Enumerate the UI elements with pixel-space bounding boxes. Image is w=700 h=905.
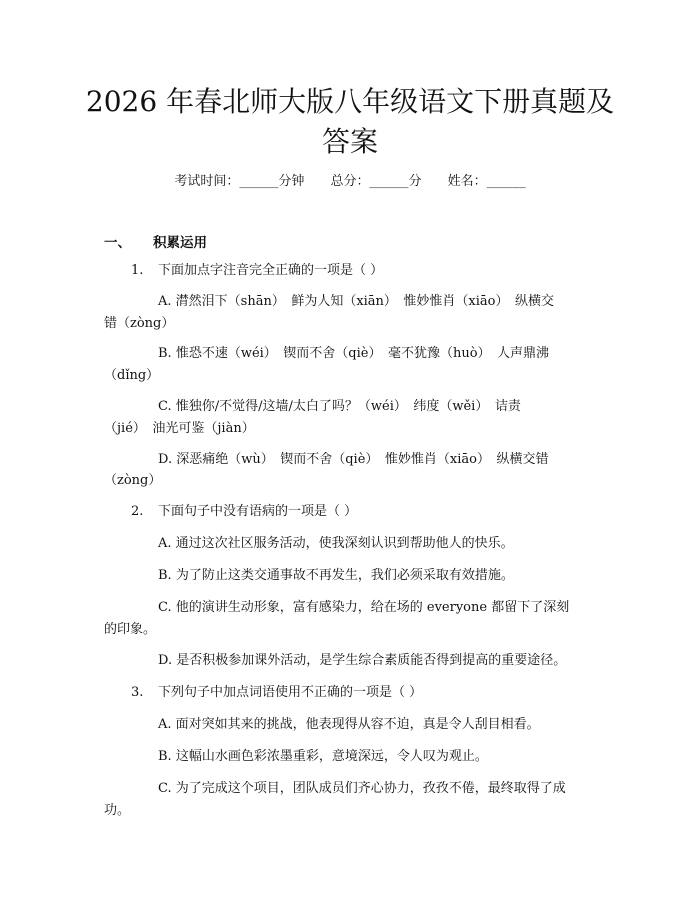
question-2-option-b: B. 为了防止这类交通事故不再发生，我们必须采取有效措施。 bbox=[158, 568, 514, 583]
question-2-option-c: C. 他的演讲生动形象，富有感染力，给在场的 everyone 都留下了深刻 bbox=[158, 600, 570, 615]
question-3-option-c-continued: 功。 bbox=[104, 803, 131, 818]
question-2-option-d: D. 是否积极参加课外活动，是学生综合素质能否得到提高的重要途径。 bbox=[158, 653, 567, 668]
question-1-option-b-continued: （dǐng） bbox=[104, 368, 160, 383]
question-1-option-b: B. 惟恐不速（wéi） 锲而不舍（qiè） 毫不犹豫（huò） 人声鼎沸 bbox=[158, 346, 550, 361]
question-3-option-a: A. 面对突如其来的挑战，他表现得从容不迫，真是令人刮目相看。 bbox=[158, 717, 540, 732]
total-score-field: 总分：______分 bbox=[330, 174, 422, 189]
question-1-option-d: D. 深恶痛绝（wù） 锲而不舍（qiè） 惟妙惟肖（xiāo） 纵横交错 bbox=[158, 452, 549, 467]
exam-meta bbox=[0, 170, 700, 189]
question-1-option-a: A. 潸然泪下（shān） 鲜为人知（xiān） 惟妙惟肖（xiāo） 纵横交 bbox=[158, 294, 554, 309]
question-number: 1. bbox=[131, 263, 144, 278]
page-title: 2026 年春北师大版八年级语文下册真题及答案 bbox=[85, 85, 615, 158]
question-3-stem bbox=[131, 683, 422, 702]
section-label: 积累运用 bbox=[153, 235, 207, 251]
question-text: 下面句子中没有语病的一项是（ ） bbox=[158, 504, 358, 519]
question-text: 下面加点字注音完全正确的一项是（ ） bbox=[158, 263, 384, 278]
exam-time-field: 考试时间：______分钟 bbox=[174, 174, 305, 189]
question-1-option-a-continued: 错（zòng） bbox=[104, 316, 175, 331]
question-number: 3. bbox=[131, 685, 144, 700]
section-heading bbox=[104, 231, 207, 251]
question-2-option-a: A. 通过这次社区服务活动，使我深刻认识到帮助他人的快乐。 bbox=[158, 536, 514, 551]
student-name-field: 姓名：______ bbox=[447, 174, 526, 189]
question-2-option-c-continued: 的印象。 bbox=[104, 622, 157, 637]
section-number: 一、 bbox=[104, 235, 131, 251]
question-2-stem bbox=[131, 502, 357, 521]
question-number: 2. bbox=[131, 504, 144, 519]
question-1-option-c-continued: （jié） 油光可鉴（jiàn） bbox=[104, 421, 255, 436]
question-1-option-d-continued: （zòng） bbox=[104, 473, 162, 488]
question-1-stem bbox=[131, 261, 383, 280]
question-3-option-c: C. 为了完成这个项目，团队成员们齐心协力，孜孜不倦，最终取得了成 bbox=[158, 781, 566, 796]
question-text: 下列句子中加点词语使用不正确的一项是（ ） bbox=[158, 685, 423, 700]
question-1-option-c: C. 惟独你/不觉得/这墙/太白了吗？（wéi） 纬度（wěi） 诘责 bbox=[158, 399, 521, 414]
question-3-option-b: B. 这幅山水画色彩浓墨重彩，意境深远，令人叹为观止。 bbox=[158, 749, 488, 764]
